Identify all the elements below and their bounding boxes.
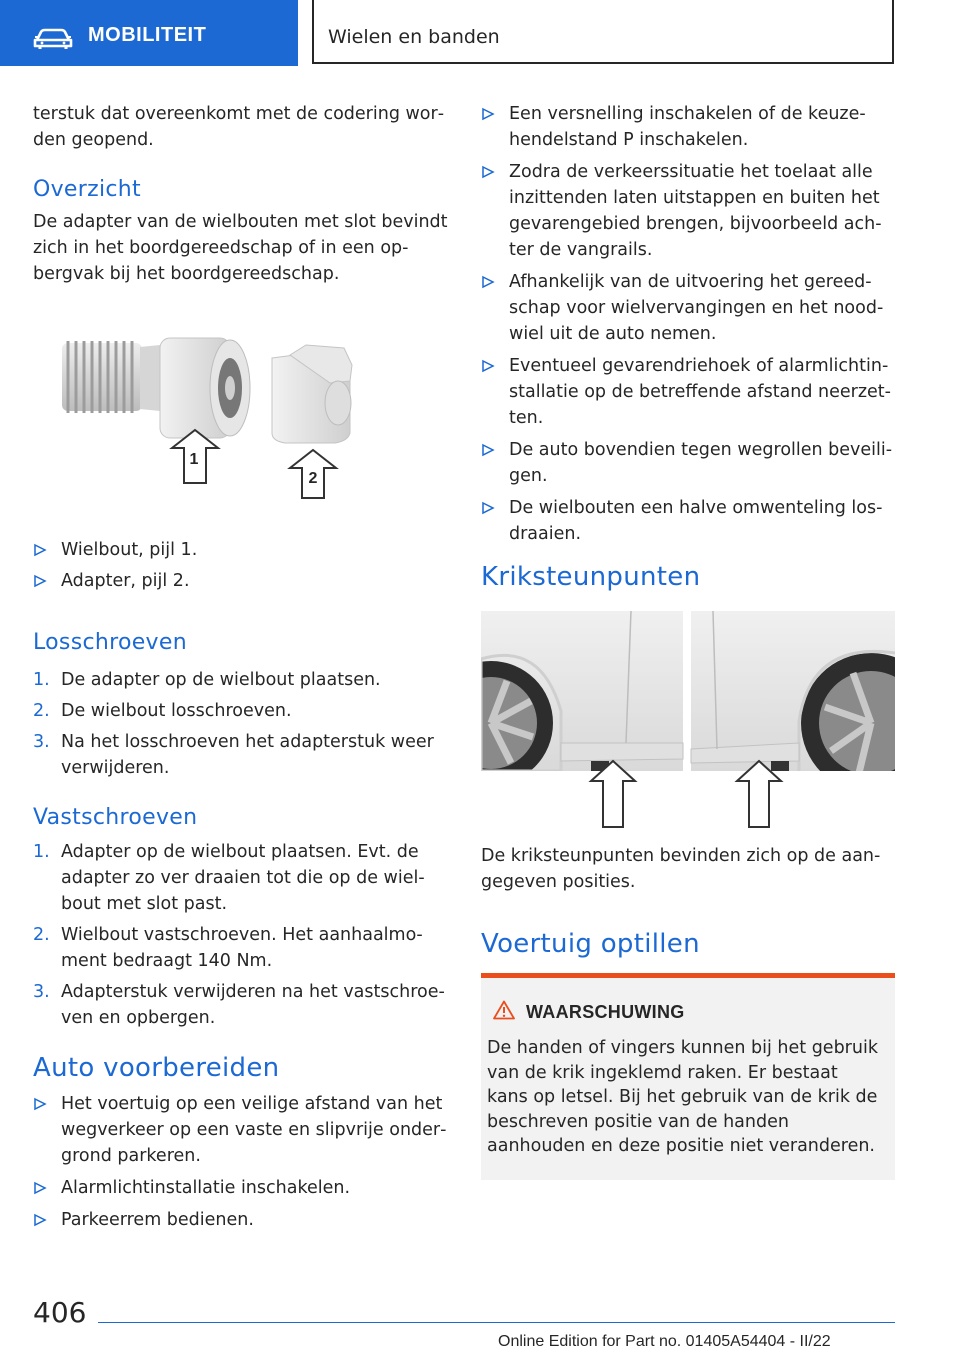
list-item: Wielbout, pijl 1. [33, 537, 448, 563]
bullet-triangle-icon [481, 495, 495, 521]
list-item: 1. Adapter op de wielbout plaatsen. Evt. de adapter zo ver draaien tot die op de wielbout met slot past. [33, 842, 425, 914]
intro-text: terstuk dat overeenkomt met de codering worden geopend. [33, 104, 445, 150]
bullet-triangle-icon [33, 568, 47, 594]
heading-prepare: Auto voorbereiden [33, 1053, 280, 1083]
bullet-triangle-icon [481, 101, 495, 127]
heading-overview: Overzicht [33, 177, 141, 202]
bullet-triangle-icon [481, 159, 495, 185]
bullet-triangle-icon [33, 537, 47, 563]
heading-tighten: Vastschroeven [33, 805, 198, 830]
loosen-steps [33, 667, 448, 781]
page-number: 406 [33, 1296, 87, 1329]
figure1-legend [33, 537, 448, 594]
list-item: Alarmlichtinstallatie inschakelen. [33, 1175, 448, 1201]
bullet-triangle-icon [481, 269, 495, 295]
warning-text: De handen of vingers kunnen bij het gebruik van de krik ingeklemd raken. Er bestaat kans op letsel. Bij het gebruik van de krik de beschreven positie van de handen aanhouden en deze positie niet veranderen. [487, 1038, 878, 1156]
wheel-bolt-figure [60, 333, 360, 503]
bullet-triangle-icon [33, 1091, 47, 1117]
warning-title: WAARSCHUWING [526, 1002, 685, 1022]
list-item: Adapter, pijl 2. [33, 568, 448, 594]
adapter [272, 345, 352, 443]
list-item: Afhankelijk van de uitvoering het gereedschap voor wielvervangingen en het noodwiel uit de auto nemen. [481, 269, 895, 347]
page-header [0, 0, 960, 66]
edition-note: Online Edition for Part no. 01405A54404 - II/22 [498, 1333, 831, 1350]
list-item: De wielbouten een halve omwenteling losdraaien. [481, 495, 895, 547]
section-title: Wielen en banden [328, 26, 500, 48]
bullet-triangle-icon [33, 1175, 47, 1201]
tighten-steps [33, 839, 448, 1031]
heading-loosen: Losschroeven [33, 630, 187, 655]
section-box [312, 0, 894, 64]
bullet-triangle-icon [33, 1207, 47, 1233]
list-item: Een versnelling inschakelen of de keuzehendelstand P inschakelen. [481, 101, 895, 153]
arrow-1-label: 1 [189, 451, 199, 468]
jack-point-front [481, 611, 683, 785]
arrow-2-label: 2 [308, 470, 318, 487]
chapter-title: MOBILITEIT [88, 24, 207, 46]
warning-triangle-icon [493, 1000, 515, 1020]
list-item: Het voertuig op een veilige afstand van het wegverkeer op een vaste en slipvrije ondergrond parkeren. [33, 1091, 448, 1169]
prepare-list [33, 1091, 448, 1233]
chapter-tab [0, 0, 298, 66]
list-item: Eventueel gevarendriehoek of alarmlichtinstallatie op de betreffende afstand neerzetten. [481, 353, 895, 431]
footer-divider [98, 1322, 895, 1323]
prepare-list-continued [481, 101, 895, 547]
list-item: 3. Adapterstuk verwijderen na het vastschroeven en opbergen. [33, 982, 445, 1028]
heading-lift-vehicle: Voertuig optillen [481, 929, 700, 959]
list-item: 3. Na het losschroeven het adapterstuk weer verwijderen. [33, 732, 434, 778]
list-item: Parkeerrem bedienen. [33, 1207, 448, 1233]
overview-text: De adapter van de wielbouten met slot bevindt zich in het boordgereedschap of in een opbergvak bij het boordgereedschap. [33, 212, 448, 284]
list-item: 1. De adapter op de wielbout plaatsen. [33, 670, 381, 690]
list-item: Zodra de verkeerssituatie het toelaat alle inzittenden laten uitstappen en buiten het gevarengebied brengen, bijvoorbeeld achter de vangrails. [481, 159, 895, 263]
jack-points-caption: De kriksteunpunten bevinden zich op de aangegeven posities. [481, 846, 881, 892]
car-icon [33, 26, 73, 50]
heading-jack-points: Kriksteunpunten [481, 562, 701, 592]
list-item: 2. De wielbout losschroeven. [33, 701, 292, 721]
warning-box [481, 978, 895, 1180]
bullet-triangle-icon [481, 353, 495, 379]
list-item: De auto bovendien tegen wegrollen beveiligen. [481, 437, 895, 489]
bullet-triangle-icon [481, 437, 495, 463]
jack-points-figure [481, 611, 895, 829]
jack-point-rear [691, 611, 895, 793]
bolt-thread [62, 341, 142, 413]
list-item: 2. Wielbout vastschroeven. Het aanhaalmoment bedraagt 140 Nm. [33, 925, 423, 971]
